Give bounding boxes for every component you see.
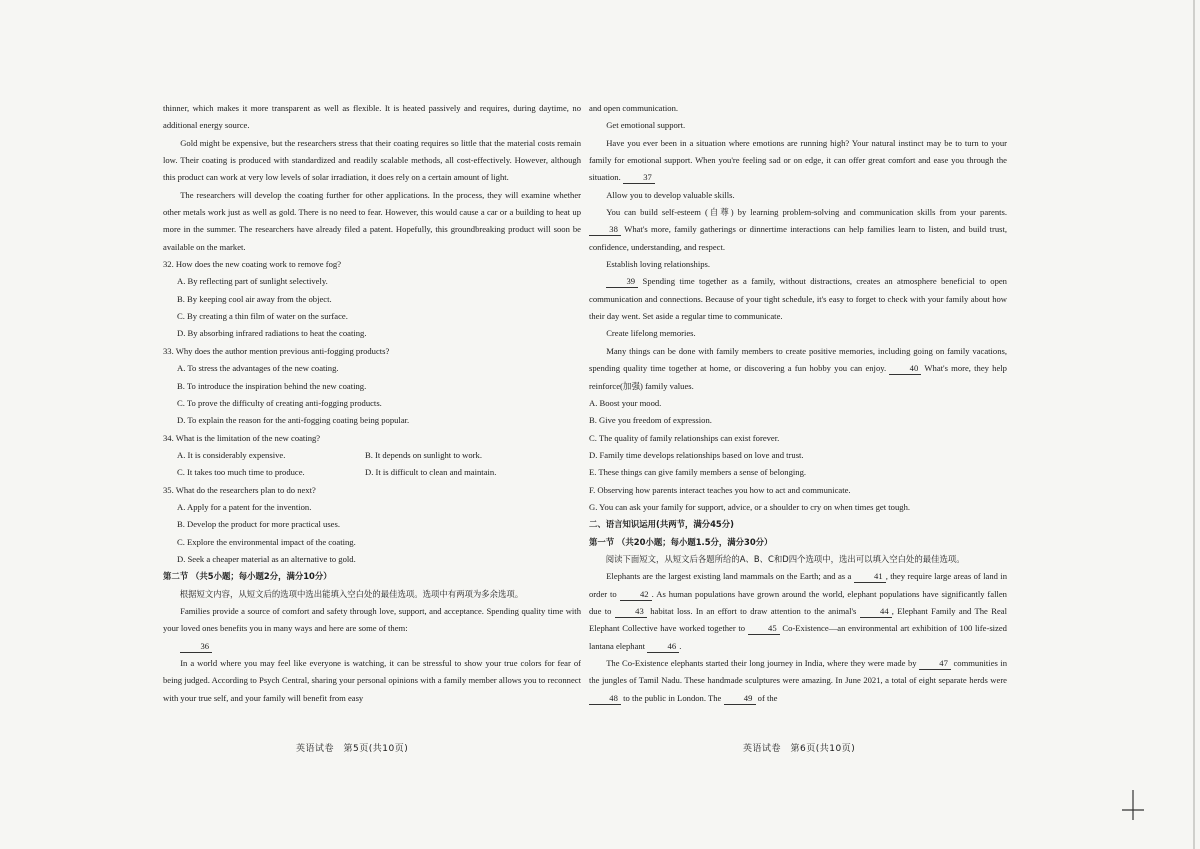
text: The Co-Existence elephants started their long journey in India, where they were made by (606, 658, 917, 668)
option: D. By absorbing infrared radiations to heat the coating. (177, 328, 367, 339)
passage-paragraph (589, 135, 1007, 187)
option: D. To explain the reason for the anti-fogging coating being popular. (177, 415, 410, 426)
blank-38: 38 (589, 223, 621, 236)
blank-47: 47 (919, 657, 951, 670)
scan-edge (1193, 0, 1195, 849)
text: , Elephant Family and The Real Elephant Collective have worked together to (589, 605, 1007, 634)
page-footer-5: 英语试卷 第5页(共10页) (296, 744, 409, 754)
subheading: Allow you to develop valuable skills. (606, 189, 735, 200)
option: A. Apply for a patent for the invention. (177, 501, 312, 512)
text: What's more, they help reinforce(加强) family values. (589, 363, 1007, 391)
text: . As human populations have grown around the world, elephant populations have significantly fallen due to (589, 588, 1007, 616)
blank-41: 41 (854, 570, 886, 583)
option-row (163, 447, 581, 464)
option: C. By creating a thin film of water on the surface. (177, 311, 348, 322)
option: F. Observing how parents interact teaches you how to act and communicate. (589, 484, 851, 495)
passage-paragraph: The researchers will develop the coating further for other applications. In the process, they will examine whether other metals work just as well as gold. There is no need to fear. However, this would cause a car or a building to heat up more in the summer. The researchers have already filed a patent. Hopefully, this groundbreaking product will soon be available on the market. (163, 189, 581, 252)
crop-mark-icon (1122, 790, 1144, 820)
option: C. Explore the environmental impact of the coating. (177, 536, 356, 547)
option: B. It depends on sunlight to work. (365, 449, 482, 460)
option: B. Develop the product for more practical uses. (177, 519, 340, 530)
subheading: Get emotional support. (606, 120, 686, 131)
blank-43: 43 (615, 605, 647, 618)
text: Co-Existence—an environmental art exhibition of 100 life-sized lantana elephant (589, 623, 1007, 651)
passage-paragraph (589, 204, 1007, 256)
page-footer-6: 英语试卷 第6页(共10页) (743, 744, 856, 754)
option: D. It is difficult to clean and maintain. (365, 467, 497, 478)
blank-44: 44 (860, 605, 892, 618)
text: Elephants are the largest existing land mammals on the Earth; and as a (606, 571, 852, 582)
text: You can build self-esteem (自尊) by learning problem-solving and communication skills from your parents. (606, 207, 1007, 218)
section-instructions: 根据短文内容，从短文后的选项中选出能填入空白处的最佳选项。选项中有两项为多余选项。 (179, 588, 524, 599)
option: C. To prove the difficulty of creating anti-fogging products. (177, 397, 382, 408)
passage-paragraph (589, 655, 1007, 707)
option: C. The quality of family relationships can exist forever. (589, 432, 780, 443)
question-34: 34. What is the limitation of the new coating? (163, 432, 321, 443)
option: B. By keeping cool air away from the object. (177, 293, 332, 304)
blank-46: 46 (647, 640, 679, 653)
part-heading: 二、语言知识运用(共两节，满分45分) (589, 519, 734, 530)
option: G. You can ask your family for support, advice, or a shoulder to cry on when times get tough. (589, 501, 911, 512)
text: of the (757, 692, 778, 703)
question-32: 32. How does the new coating work to remove fog? (163, 259, 342, 270)
passage-paragraph (589, 273, 1007, 325)
blank-45: 45 (748, 622, 780, 635)
left-column (163, 100, 581, 707)
text: Have you ever been in a situation where emotions are running high? Your natural instinct may be to turn to your family for emotional support. When you're feeling sad or on edge, it can offer great comfort and ease you through the situation. (589, 137, 1007, 183)
section-heading: 第二节 （共5小题；每小题2分，满分10分） (163, 571, 332, 582)
text: . (679, 640, 682, 651)
option: C. It takes too much time to produce. (177, 467, 305, 478)
option: A. Boost your mood. (589, 397, 662, 408)
question-33: 33. Why does the author mention previous anti-fogging products? (163, 345, 390, 356)
option: A. By reflecting part of sunlight selectively. (177, 276, 328, 287)
section-instructions: 阅读下面短文，从短文后各题所给的A、B、C和D四个选项中，选出可以填入空白处的最佳选项。 (605, 553, 965, 564)
blank-37: 37 (623, 171, 655, 184)
blank-36: 36 (180, 640, 212, 653)
right-column (589, 100, 1007, 707)
option: A. To stress the advantages of the new coating. (177, 363, 339, 374)
blank-40: 40 (889, 362, 921, 375)
blank-48: 48 (589, 692, 621, 705)
passage-paragraph (589, 343, 1007, 395)
text: to the public in London. The (623, 692, 722, 703)
text: Spending time together as a family, without distractions, creates an atmosphere beneficial to open communication and connections. Because of your tight schedule, it's easy to forget to check with your family about how their day went. Set aside a regular time to communicate. (589, 276, 1007, 322)
text: What's more, family gatherings or dinnertime interactions can help families learn to listen, and build trust, confidence, understanding, and respect. (589, 224, 1007, 252)
text: Many things can be done with family members to create positive memories, including going on family vacations, spending quality time together at home, or discovering a fun hobby you can enjoy. (589, 345, 1007, 374)
subheading: Establish loving relationships. (606, 259, 711, 270)
option: D. Family time develops relationships based on love and trust. (589, 449, 804, 460)
section-heading: 第一节 （共20小题；每小题1.5分，满分30分） (589, 536, 773, 547)
option: D. Seek a cheaper material as an alternative to gold. (177, 553, 356, 564)
option: B. Give you freedom of expression. (589, 415, 712, 426)
option: A. It is considerably expensive. (177, 449, 286, 460)
option: B. To introduce the inspiration behind the new coating. (177, 380, 367, 391)
passage-paragraph: thinner, which makes it more transparent as well as flexible. It is heated passively and requires, during daytime, no additional energy source. (163, 103, 581, 131)
question-35: 35. What do the researchers plan to do next? (163, 484, 316, 495)
passage-paragraph (589, 568, 1007, 655)
text: , they require large areas of land in order to (589, 571, 1007, 599)
blank-line (163, 638, 581, 655)
blank-42: 42 (620, 588, 652, 601)
passage-paragraph: In a world where you may feel like everyone is watching, it can be stressful to show your true colors for fear of being judged. According to Psych Central, sharing your personal opinions with a family member allows you to reconnect with your true self, and your family will benefit from easy (163, 658, 581, 703)
passage-paragraph: Families provide a source of comfort and safety through love, support, and acceptance. Spending quality time with your loved ones benefits you in many ways and here are some of them: (163, 605, 581, 634)
subheading: Create lifelong memories. (606, 328, 696, 339)
option-row (163, 464, 581, 481)
blank-49: 49 (724, 692, 756, 705)
passage-paragraph: Gold might be expensive, but the researchers stress that their coating requires so little that the material costs remain low. Their coating is produced with standardized and readily scalable methods, all cost-effectively. However, although this product can work at very low levels of solar irradiation, it does rely on a certain amount of light. (163, 137, 581, 183)
text: communities in the jungles of Tamil Nadu. These handmade sculptures were amazing. In June 2021, a total of eight separate herds were (589, 658, 1007, 686)
text: habitat loss. In an effort to draw attention to the animal's (650, 605, 857, 616)
passage-paragraph: and open communication. (589, 103, 679, 113)
blank-39: 39 (606, 275, 638, 288)
option: E. These things can give family members a sense of belonging. (589, 467, 807, 478)
